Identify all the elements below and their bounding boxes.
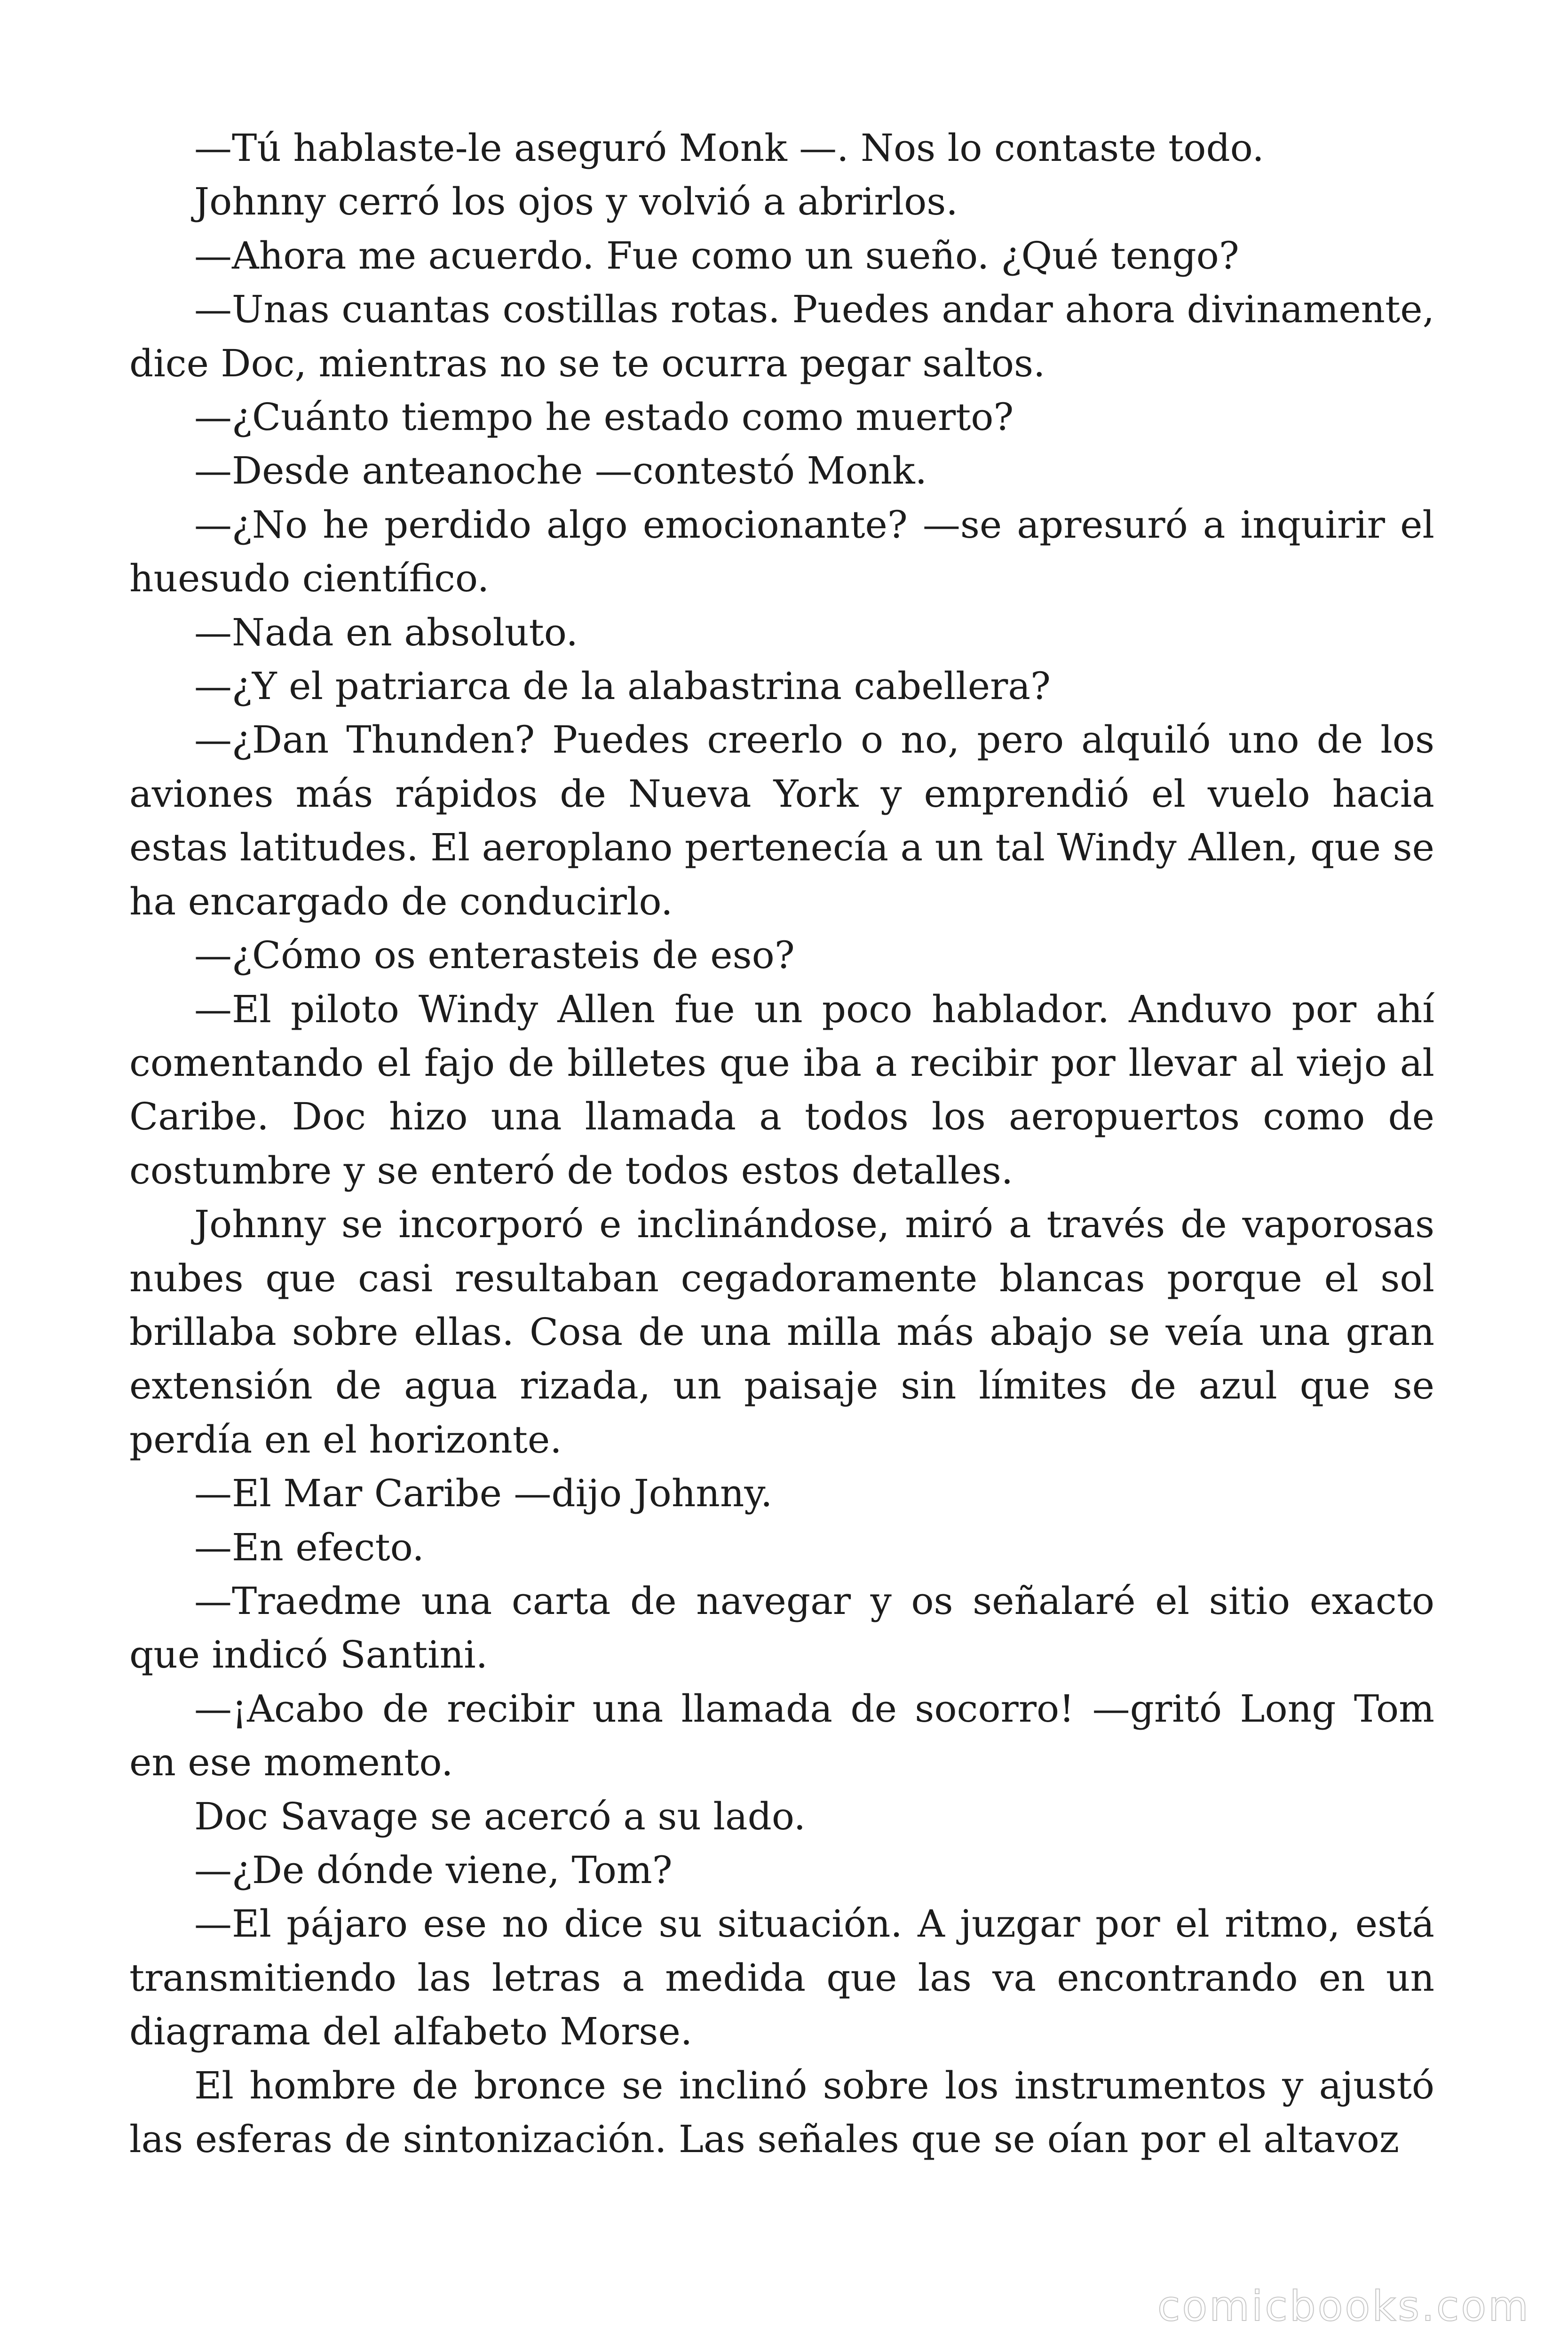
paragraph: —¿Cómo os enterasteis de eso? [194, 933, 795, 977]
paragraph: —Desde anteanoche —contestó Monk. [194, 449, 927, 493]
paragraph: El hombre de bronce se inclinó sobre los instrumentos y ajustó las esferas de sintonización. Las señales que se oían por el altavoz [129, 2063, 1434, 2161]
paragraph: Doc Savage se acercó a su lado. [194, 1794, 806, 1838]
paragraph: —Tú hablaste-le aseguró Monk —. Nos lo contaste todo. [194, 126, 1264, 170]
paragraph: —El piloto Windy Allen fue un poco hablador. Anduvo por ahí comentando el fajo de billetes que iba a recibir por llevar al viejo al Caribe. Doc hizo una llamada a todos los aeropuertos como de costumbre y se enteró de todos estos detalles. [129, 987, 1434, 1192]
paragraph: —¿De dónde viene, Tom? [194, 1848, 673, 1892]
paragraph: —¿Y el patriarca de la alabastrina cabellera? [194, 664, 1051, 708]
paragraph: —El pájaro ese no dice su situación. A juzgar por el ritmo, está transmitiendo las letras a medida que las va encontrando en un diagrama del alfabeto Morse. [129, 1902, 1434, 2054]
paragraph: —Traedme una carta de navegar y os señalaré el sitio exacto que indicó Santini. [129, 1579, 1434, 1677]
paragraph: —¿Dan Thunden? Puedes creerlo o no, pero alquiló uno de los aviones más rápidos de Nueva York y emprendió el vuelo hacia estas latitudes. El aeroplano pertenecía a un tal Windy Allen, que se ha encargado de conducirlo. [129, 718, 1434, 923]
paragraph: —Ahora me acuerdo. Fue como un sueño. ¿Qué tengo? [194, 233, 1239, 278]
paragraph: —¡Acabo de recibir una llamada de socorro! —gritó Long Tom en ese momento. [129, 1686, 1434, 1785]
paragraph: Johnny se incorporó e inclinándose, miró a través de vaporosas nubes que casi resultaban cegadoramente blancas porque el sol brillaba sobre ellas. Cosa de una milla más abajo se veía una gran extensión de agua rizada, un paisaje sin límites de azul que se perdía en el horizonte. [129, 1202, 1434, 1462]
paragraph: —Unas cuantas costillas rotas. Puedes andar ahora divinamente, dice Doc, mientras no se te ocurra pegar saltos. [129, 287, 1434, 385]
paragraph: —Nada en absoluto. [194, 610, 578, 654]
page-text [129, 121, 1434, 2166]
paragraph: Johnny cerró los ojos y volvió a abrirlos. [194, 180, 958, 224]
paragraph: —¿Cuánto tiempo he estado como muerto? [194, 395, 1014, 439]
watermark: comicbooks.com [1157, 2282, 1530, 2330]
paragraph: —¿No he perdido algo emocionante? —se apresuró a inquirir el huesudo científico. [129, 502, 1434, 601]
paragraph: —En efecto. [194, 1525, 424, 1569]
paragraph: —El Mar Caribe —dijo Johnny. [194, 1471, 773, 1516]
